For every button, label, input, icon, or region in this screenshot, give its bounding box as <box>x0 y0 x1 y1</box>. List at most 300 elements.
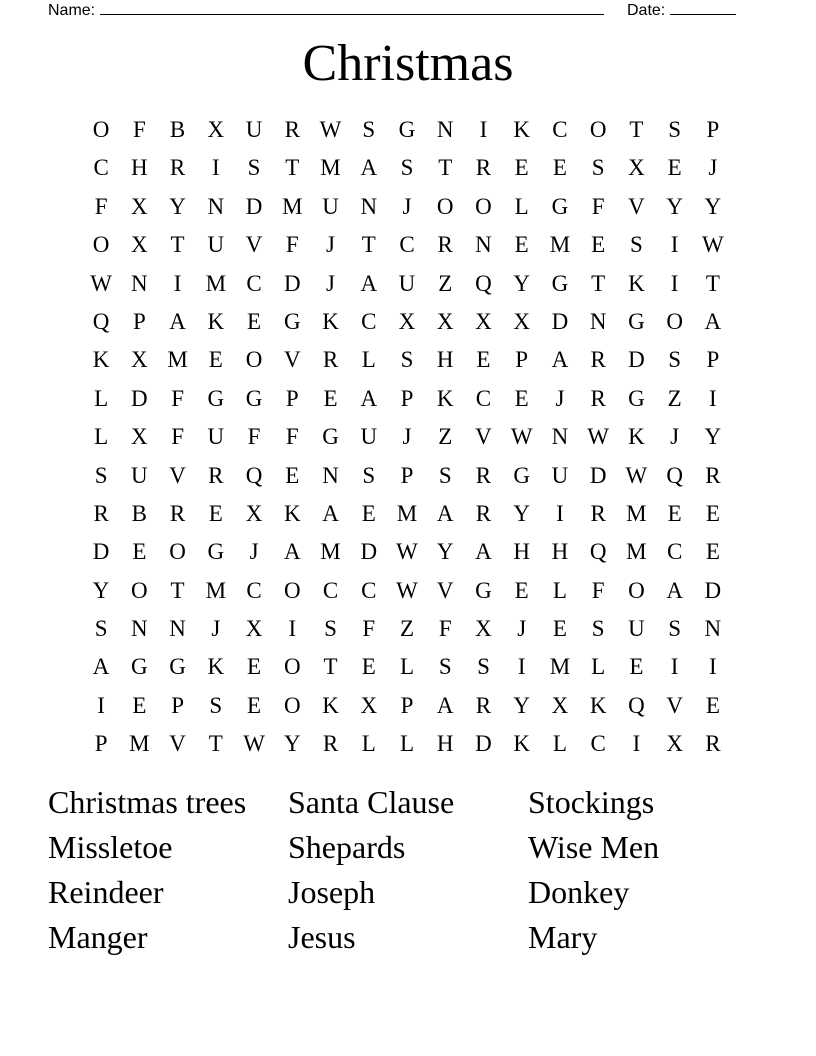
grid-letter[interactable]: P <box>706 117 720 142</box>
grid-letter[interactable]: F <box>591 193 605 219</box>
grid-letter[interactable]: G <box>322 424 339 450</box>
grid-letter[interactable]: R <box>475 692 492 718</box>
grid-letter[interactable]: Y <box>666 193 683 219</box>
grid-letter[interactable]: R <box>437 232 453 258</box>
grid-letter[interactable]: A <box>322 500 339 526</box>
grid-letter[interactable]: E <box>247 654 262 680</box>
grid-letter[interactable]: X <box>628 155 645 181</box>
grid-letter[interactable]: M <box>282 193 303 219</box>
grid-letter[interactable]: I <box>479 117 488 142</box>
grid-letter[interactable]: L <box>361 731 376 757</box>
grid-letter[interactable]: R <box>284 117 300 142</box>
grid-letter[interactable]: T <box>170 577 185 603</box>
grid-letter[interactable]: L <box>552 577 567 603</box>
grid-letter[interactable]: K <box>322 308 339 334</box>
grid-letter[interactable]: P <box>400 462 414 488</box>
grid-letter[interactable]: D <box>131 385 148 411</box>
grid-letter[interactable]: I <box>211 155 220 181</box>
grid-letter[interactable]: E <box>323 385 338 411</box>
grid-letter[interactable]: R <box>93 500 109 526</box>
grid-letter[interactable]: N <box>551 424 569 450</box>
grid-letter[interactable]: A <box>704 308 722 334</box>
grid-letter[interactable]: X <box>207 117 225 142</box>
grid-letter[interactable]: E <box>667 500 682 526</box>
grid-letter[interactable]: T <box>323 654 338 680</box>
grid-letter[interactable]: Q <box>666 462 683 488</box>
grid-letter[interactable]: I <box>670 232 679 258</box>
grid-letter[interactable]: Y <box>513 500 530 526</box>
grid-letter[interactable]: A <box>360 270 378 296</box>
grid-letter[interactable]: W <box>319 117 342 142</box>
grid-letter[interactable]: A <box>169 308 186 334</box>
grid-letter[interactable]: N <box>475 232 492 258</box>
grid-letter[interactable]: N <box>436 117 454 142</box>
grid-letter[interactable]: G <box>131 654 148 680</box>
grid-letter[interactable]: V <box>169 731 186 757</box>
grid-letter[interactable]: J <box>249 539 259 565</box>
grid-letter[interactable]: O <box>589 117 607 142</box>
grid-letter[interactable]: K <box>207 308 225 334</box>
grid-letter[interactable]: D <box>628 347 645 373</box>
grid-letter[interactable]: U <box>245 117 263 142</box>
grid-letter[interactable]: I <box>173 270 182 296</box>
grid-letter[interactable]: M <box>626 539 647 565</box>
grid-letter[interactable]: L <box>94 385 109 411</box>
word-bank <box>48 780 768 960</box>
grid-letter[interactable]: E <box>591 232 606 258</box>
grid-letter[interactable]: Q <box>92 308 110 334</box>
grid-letter[interactable]: G <box>628 385 645 411</box>
grid-letter[interactable]: K <box>628 270 645 296</box>
grid-letter[interactable]: V <box>245 232 263 258</box>
grid-letter[interactable]: V <box>436 577 454 603</box>
grid-letter[interactable]: I <box>288 616 297 642</box>
grid-letter[interactable]: K <box>513 117 530 142</box>
grid-letter[interactable]: R <box>475 500 492 526</box>
grid-letter[interactable]: C <box>361 577 377 603</box>
name-field[interactable] <box>48 0 604 20</box>
grid-letter[interactable]: A <box>436 692 454 718</box>
grid-letter[interactable]: G <box>398 117 416 142</box>
grid-letter[interactable]: R <box>475 462 492 488</box>
grid-letter[interactable]: S <box>477 654 490 680</box>
grid-letter[interactable]: S <box>247 155 261 181</box>
grid-letter[interactable]: Q <box>475 270 492 296</box>
grid-letter[interactable]: U <box>551 462 569 488</box>
grid-letter[interactable]: K <box>283 500 301 526</box>
grid-letter[interactable]: C <box>399 232 415 258</box>
grid-letter[interactable]: W <box>90 270 112 296</box>
grid-letter[interactable]: C <box>93 155 109 181</box>
grid-letter[interactable]: O <box>283 692 301 718</box>
grid-letter[interactable]: V <box>283 347 301 373</box>
grid-letter[interactable]: J <box>326 232 335 258</box>
grid-letter[interactable]: E <box>476 347 491 373</box>
grid-letter[interactable]: R <box>590 347 606 373</box>
grid-letter[interactable]: I <box>556 500 564 526</box>
grid-letter[interactable]: E <box>514 232 529 258</box>
grid-letter[interactable]: J <box>402 193 412 219</box>
grid-letter[interactable]: X <box>398 308 416 334</box>
grid-letter[interactable]: X <box>245 500 263 526</box>
grid-letter[interactable]: S <box>591 155 605 181</box>
grid-letter[interactable]: R <box>169 155 186 181</box>
grid-letter[interactable]: K <box>322 692 339 718</box>
grid-letter[interactable]: R <box>705 462 721 488</box>
grid-letter[interactable]: E <box>514 385 529 411</box>
grid-letter[interactable]: O <box>131 577 148 603</box>
grid-letter[interactable]: R <box>590 500 606 526</box>
grid-letter[interactable]: U <box>360 424 378 450</box>
grid-letter[interactable]: L <box>94 424 109 450</box>
word-bank-item: Santa Clause <box>288 784 455 820</box>
grid-letter[interactable]: D <box>589 462 607 488</box>
grid-letter[interactable]: T <box>705 270 720 296</box>
grid-letter[interactable]: W <box>587 424 610 450</box>
grid-letter[interactable]: X <box>475 616 492 642</box>
grid-letter[interactable]: S <box>324 616 337 642</box>
grid-letter[interactable]: O <box>475 193 492 219</box>
grid-letter[interactable]: P <box>171 692 184 718</box>
grid-letter[interactable]: S <box>438 462 452 488</box>
grid-letter[interactable]: S <box>668 347 682 373</box>
grid-letter[interactable]: P <box>94 731 108 757</box>
grid-letter[interactable]: R <box>590 385 606 411</box>
grid-letter[interactable]: K <box>92 347 110 373</box>
grid-letter[interactable]: S <box>362 117 376 142</box>
grid-letter[interactable]: N <box>169 616 186 642</box>
grid-letter[interactable]: U <box>207 232 225 258</box>
grid-letter[interactable]: W <box>243 731 265 757</box>
grid-letter[interactable]: J <box>670 424 680 450</box>
grid-letter[interactable]: Z <box>438 424 453 450</box>
grid-letter[interactable]: O <box>169 539 186 565</box>
grid-letter[interactable]: T <box>208 731 223 757</box>
grid-letter[interactable]: F <box>94 193 108 219</box>
grid-letter[interactable]: D <box>92 539 110 565</box>
grid-letter[interactable]: T <box>591 270 606 296</box>
grid-letter[interactable]: C <box>475 385 492 411</box>
grid-letter[interactable]: C <box>246 270 262 296</box>
grid-letter[interactable]: W <box>396 577 418 603</box>
grid-letter[interactable]: E <box>285 462 300 488</box>
grid-letter[interactable]: F <box>171 424 184 450</box>
grid-letter[interactable]: L <box>514 193 529 219</box>
grid-letter[interactable]: P <box>400 692 414 718</box>
grid-letter[interactable]: X <box>436 308 454 334</box>
grid-letter[interactable]: M <box>205 270 227 296</box>
grid-letter[interactable]: I <box>709 654 717 680</box>
grid-letter[interactable]: G <box>207 385 225 411</box>
grid-letter[interactable]: C <box>246 577 262 603</box>
grid-letter[interactable]: E <box>705 539 720 565</box>
grid-letter[interactable]: E <box>514 155 529 181</box>
grid-letter[interactable]: E <box>552 616 567 642</box>
grid-letter[interactable]: E <box>629 654 644 680</box>
grid-letter[interactable]: S <box>94 616 108 642</box>
grid-letter[interactable]: L <box>399 654 415 680</box>
date-blank-line[interactable] <box>670 0 736 15</box>
grid-letter[interactable]: Y <box>513 692 530 718</box>
grid-letter[interactable]: R <box>208 462 224 488</box>
grid-letter[interactable]: F <box>438 616 452 642</box>
grid-letter[interactable]: X <box>360 692 378 718</box>
grid-letter[interactable]: E <box>132 692 147 718</box>
date-field[interactable] <box>627 0 736 20</box>
grid-letter[interactable]: J <box>326 270 335 296</box>
grid-letter[interactable]: T <box>170 232 185 258</box>
grid-letter[interactable]: C <box>361 308 377 334</box>
grid-letter[interactable]: O <box>245 347 263 373</box>
grid-letter[interactable]: D <box>245 193 263 219</box>
grid-letter[interactable]: C <box>552 117 568 142</box>
grid-letter[interactable]: K <box>207 654 225 680</box>
grid-letter[interactable]: K <box>513 731 530 757</box>
grid-letter[interactable]: N <box>131 616 148 642</box>
grid-letter[interactable]: P <box>515 347 529 373</box>
grid-letter[interactable]: M <box>205 577 227 603</box>
grid-letter[interactable]: T <box>438 155 453 181</box>
grid-letter[interactable]: E <box>667 155 682 181</box>
grid-letter[interactable]: E <box>247 308 262 334</box>
grid-row <box>82 303 732 341</box>
grid-letter[interactable]: W <box>510 424 533 450</box>
grid-letter[interactable]: Z <box>667 385 682 411</box>
grid-letter[interactable]: M <box>396 500 418 526</box>
grid-letter[interactable]: D <box>704 577 722 603</box>
grid-letter[interactable]: J <box>555 385 565 411</box>
grid-letter[interactable]: X <box>131 232 148 258</box>
grid-letter[interactable]: E <box>705 692 720 718</box>
grid-letter[interactable]: S <box>438 654 452 680</box>
grid-letter[interactable]: L <box>591 654 606 680</box>
grid-letter[interactable]: A <box>475 539 492 565</box>
grid-letter[interactable]: S <box>668 117 682 142</box>
grid-letter[interactable]: I <box>670 270 679 296</box>
grid-letter[interactable]: D <box>551 308 569 334</box>
grid-letter[interactable]: X <box>245 616 263 642</box>
grid-letter[interactable]: X <box>131 193 148 219</box>
grid-letter[interactable]: G <box>551 270 569 296</box>
grid-letter[interactable]: P <box>706 347 720 373</box>
grid-letter[interactable]: S <box>630 232 643 258</box>
grid-letter[interactable]: O <box>628 577 645 603</box>
grid-letter[interactable]: D <box>475 731 492 757</box>
grid-letter[interactable]: O <box>283 577 301 603</box>
grid-letter[interactable]: O <box>666 308 683 334</box>
grid-letter[interactable]: Q <box>628 692 645 718</box>
grid-letter[interactable]: D <box>360 539 378 565</box>
grid-letter[interactable]: N <box>207 193 225 219</box>
grid-letter[interactable]: P <box>132 308 146 334</box>
grid-letter[interactable]: O <box>92 232 110 258</box>
grid-letter[interactable]: C <box>322 577 339 603</box>
grid-letter[interactable]: N <box>322 462 339 488</box>
grid-letter[interactable]: E <box>208 500 223 526</box>
grid-letter[interactable]: O <box>283 654 301 680</box>
grid-letter[interactable]: E <box>514 577 529 603</box>
grid-letter[interactable]: S <box>591 616 605 642</box>
grid-letter[interactable]: I <box>97 692 105 718</box>
grid-letter[interactable]: G <box>551 193 569 219</box>
grid-letter[interactable]: H <box>551 539 569 565</box>
grid-letter[interactable]: O <box>436 193 454 219</box>
grid-letter[interactable]: X <box>551 692 569 718</box>
grid-letter[interactable]: S <box>668 616 682 642</box>
grid-letter[interactable]: X <box>131 424 148 450</box>
grid-letter[interactable]: U <box>628 616 645 642</box>
grid-letter[interactable]: H <box>513 539 530 565</box>
grid-letter[interactable]: V <box>628 193 645 219</box>
grid-letter[interactable]: B <box>169 117 186 142</box>
grid-letter[interactable]: U <box>322 193 339 219</box>
grid-letter[interactable]: F <box>171 385 184 411</box>
grid-letter[interactable]: W <box>702 232 724 258</box>
grid-letter[interactable]: M <box>320 155 341 181</box>
grid-letter[interactable]: V <box>666 692 683 718</box>
grid-letter[interactable]: R <box>322 347 339 373</box>
grid-letter[interactable]: K <box>436 385 454 411</box>
grid-letter[interactable]: C <box>666 539 683 565</box>
grid-letter[interactable]: J <box>517 616 527 642</box>
name-blank-line[interactable] <box>100 0 604 15</box>
grid-letter[interactable]: Z <box>399 616 415 642</box>
grid-letter[interactable]: N <box>589 308 607 334</box>
grid-letter[interactable]: I <box>517 654 526 680</box>
grid-letter[interactable]: A <box>92 654 110 680</box>
grid-letter[interactable]: C <box>590 731 606 757</box>
grid-letter[interactable]: X <box>475 308 492 334</box>
grid-letter[interactable]: M <box>626 500 647 526</box>
grid-letter[interactable]: G <box>169 654 186 680</box>
grid-letter[interactable]: G <box>207 539 225 565</box>
grid-letter[interactable]: N <box>704 616 722 642</box>
grid-letter[interactable]: M <box>129 731 150 757</box>
grid-letter[interactable]: S <box>94 462 108 488</box>
word-bank-item: Shepards <box>288 829 406 865</box>
grid-letter[interactable]: R <box>475 155 492 181</box>
grid-letter[interactable]: P <box>400 385 414 411</box>
grid-letter[interactable]: Q <box>245 462 263 488</box>
grid-letter[interactable]: F <box>285 424 299 450</box>
grid-letter[interactable]: Y <box>704 424 722 450</box>
grid-letter[interactable]: V <box>475 424 492 450</box>
grid-letter[interactable]: A <box>360 155 378 181</box>
grid-letter[interactable]: E <box>361 654 376 680</box>
grid-letter[interactable]: E <box>705 500 720 526</box>
word-bank-item: Stockings <box>528 784 655 820</box>
grid-letter[interactable]: K <box>589 692 607 718</box>
grid-letter[interactable]: E <box>208 347 223 373</box>
grid-letter[interactable]: M <box>167 347 188 373</box>
grid-letter[interactable]: W <box>625 462 648 488</box>
grid-letter[interactable]: E <box>552 155 567 181</box>
grid-letter[interactable]: Y <box>436 539 454 565</box>
grid-letter[interactable]: E <box>247 692 262 718</box>
grid-letter[interactable]: K <box>628 424 645 450</box>
grid-row <box>82 341 732 379</box>
grid-letter[interactable]: X <box>666 731 683 757</box>
grid-letter[interactable]: T <box>629 117 644 142</box>
grid-letter[interactable]: H <box>436 347 454 373</box>
grid-letter[interactable]: V <box>169 462 186 488</box>
grid-letter[interactable]: O <box>92 117 110 142</box>
grid-letter[interactable]: F <box>247 424 261 450</box>
grid-letter[interactable]: S <box>400 347 414 373</box>
grid-letter[interactable]: W <box>396 539 418 565</box>
grid-letter[interactable]: A <box>436 500 454 526</box>
grid-letter[interactable]: G <box>475 577 492 603</box>
grid-letter[interactable]: R <box>322 731 339 757</box>
grid-letter[interactable]: A <box>666 577 683 603</box>
grid-letter[interactable]: M <box>549 232 571 258</box>
grid-letter[interactable]: L <box>399 731 415 757</box>
grid-letter[interactable]: F <box>285 232 299 258</box>
grid-letter[interactable]: Q <box>589 539 607 565</box>
grid-letter[interactable]: A <box>360 385 378 411</box>
grid-letter[interactable]: J <box>708 155 718 181</box>
grid-letter[interactable]: U <box>398 270 416 296</box>
grid-letter[interactable]: P <box>285 385 299 411</box>
grid-letter[interactable]: N <box>131 270 148 296</box>
grid-letter[interactable]: M <box>320 539 341 565</box>
grid-letter[interactable]: X <box>131 347 148 373</box>
grid-letter[interactable]: I <box>709 385 717 411</box>
grid-letter[interactable]: D <box>283 270 301 296</box>
grid-letter[interactable]: H <box>131 155 148 181</box>
grid-letter[interactable]: A <box>551 347 569 373</box>
grid-letter[interactable]: H <box>436 731 454 757</box>
grid-letter[interactable]: S <box>362 462 376 488</box>
grid-letter[interactable]: L <box>552 731 567 757</box>
grid-letter[interactable]: S <box>209 692 223 718</box>
grid-letter[interactable]: E <box>132 539 147 565</box>
grid-letter[interactable]: Y <box>704 193 722 219</box>
grid-letter[interactable]: F <box>132 117 146 142</box>
grid-letter[interactable]: G <box>283 308 301 334</box>
grid-letter[interactable]: U <box>207 424 225 450</box>
grid-letter[interactable]: F <box>591 577 605 603</box>
grid-letter[interactable]: X <box>513 308 530 334</box>
grid-letter[interactable]: Z <box>438 270 453 296</box>
grid-letter[interactable]: B <box>131 500 148 526</box>
grid-letter[interactable]: A <box>283 539 301 565</box>
grid-letter[interactable]: R <box>705 731 721 757</box>
grid-letter[interactable]: R <box>169 500 186 526</box>
grid-letter[interactable]: J <box>211 616 221 642</box>
grid-letter[interactable]: J <box>402 424 412 450</box>
grid-letter[interactable]: T <box>285 155 300 181</box>
grid-letter[interactable]: Y <box>92 577 110 603</box>
grid-letter[interactable]: E <box>361 500 376 526</box>
grid-letter[interactable]: G <box>628 308 645 334</box>
grid-letter[interactable]: G <box>513 462 530 488</box>
grid-letter[interactable]: U <box>131 462 148 488</box>
grid-letter[interactable]: Y <box>513 270 530 296</box>
grid-letter[interactable]: T <box>361 232 376 258</box>
grid-letter[interactable]: I <box>670 654 679 680</box>
grid-letter[interactable]: F <box>362 616 376 642</box>
grid-letter[interactable]: L <box>361 347 376 373</box>
grid-letter[interactable]: S <box>400 155 414 181</box>
grid-letter[interactable]: I <box>632 731 641 757</box>
grid-letter[interactable]: G <box>245 385 263 411</box>
grid-letter[interactable]: Y <box>283 731 301 757</box>
grid-letter[interactable]: N <box>360 193 378 219</box>
grid-letter[interactable]: Y <box>169 193 186 219</box>
grid-letter[interactable]: M <box>549 654 571 680</box>
grid-row <box>82 533 732 571</box>
